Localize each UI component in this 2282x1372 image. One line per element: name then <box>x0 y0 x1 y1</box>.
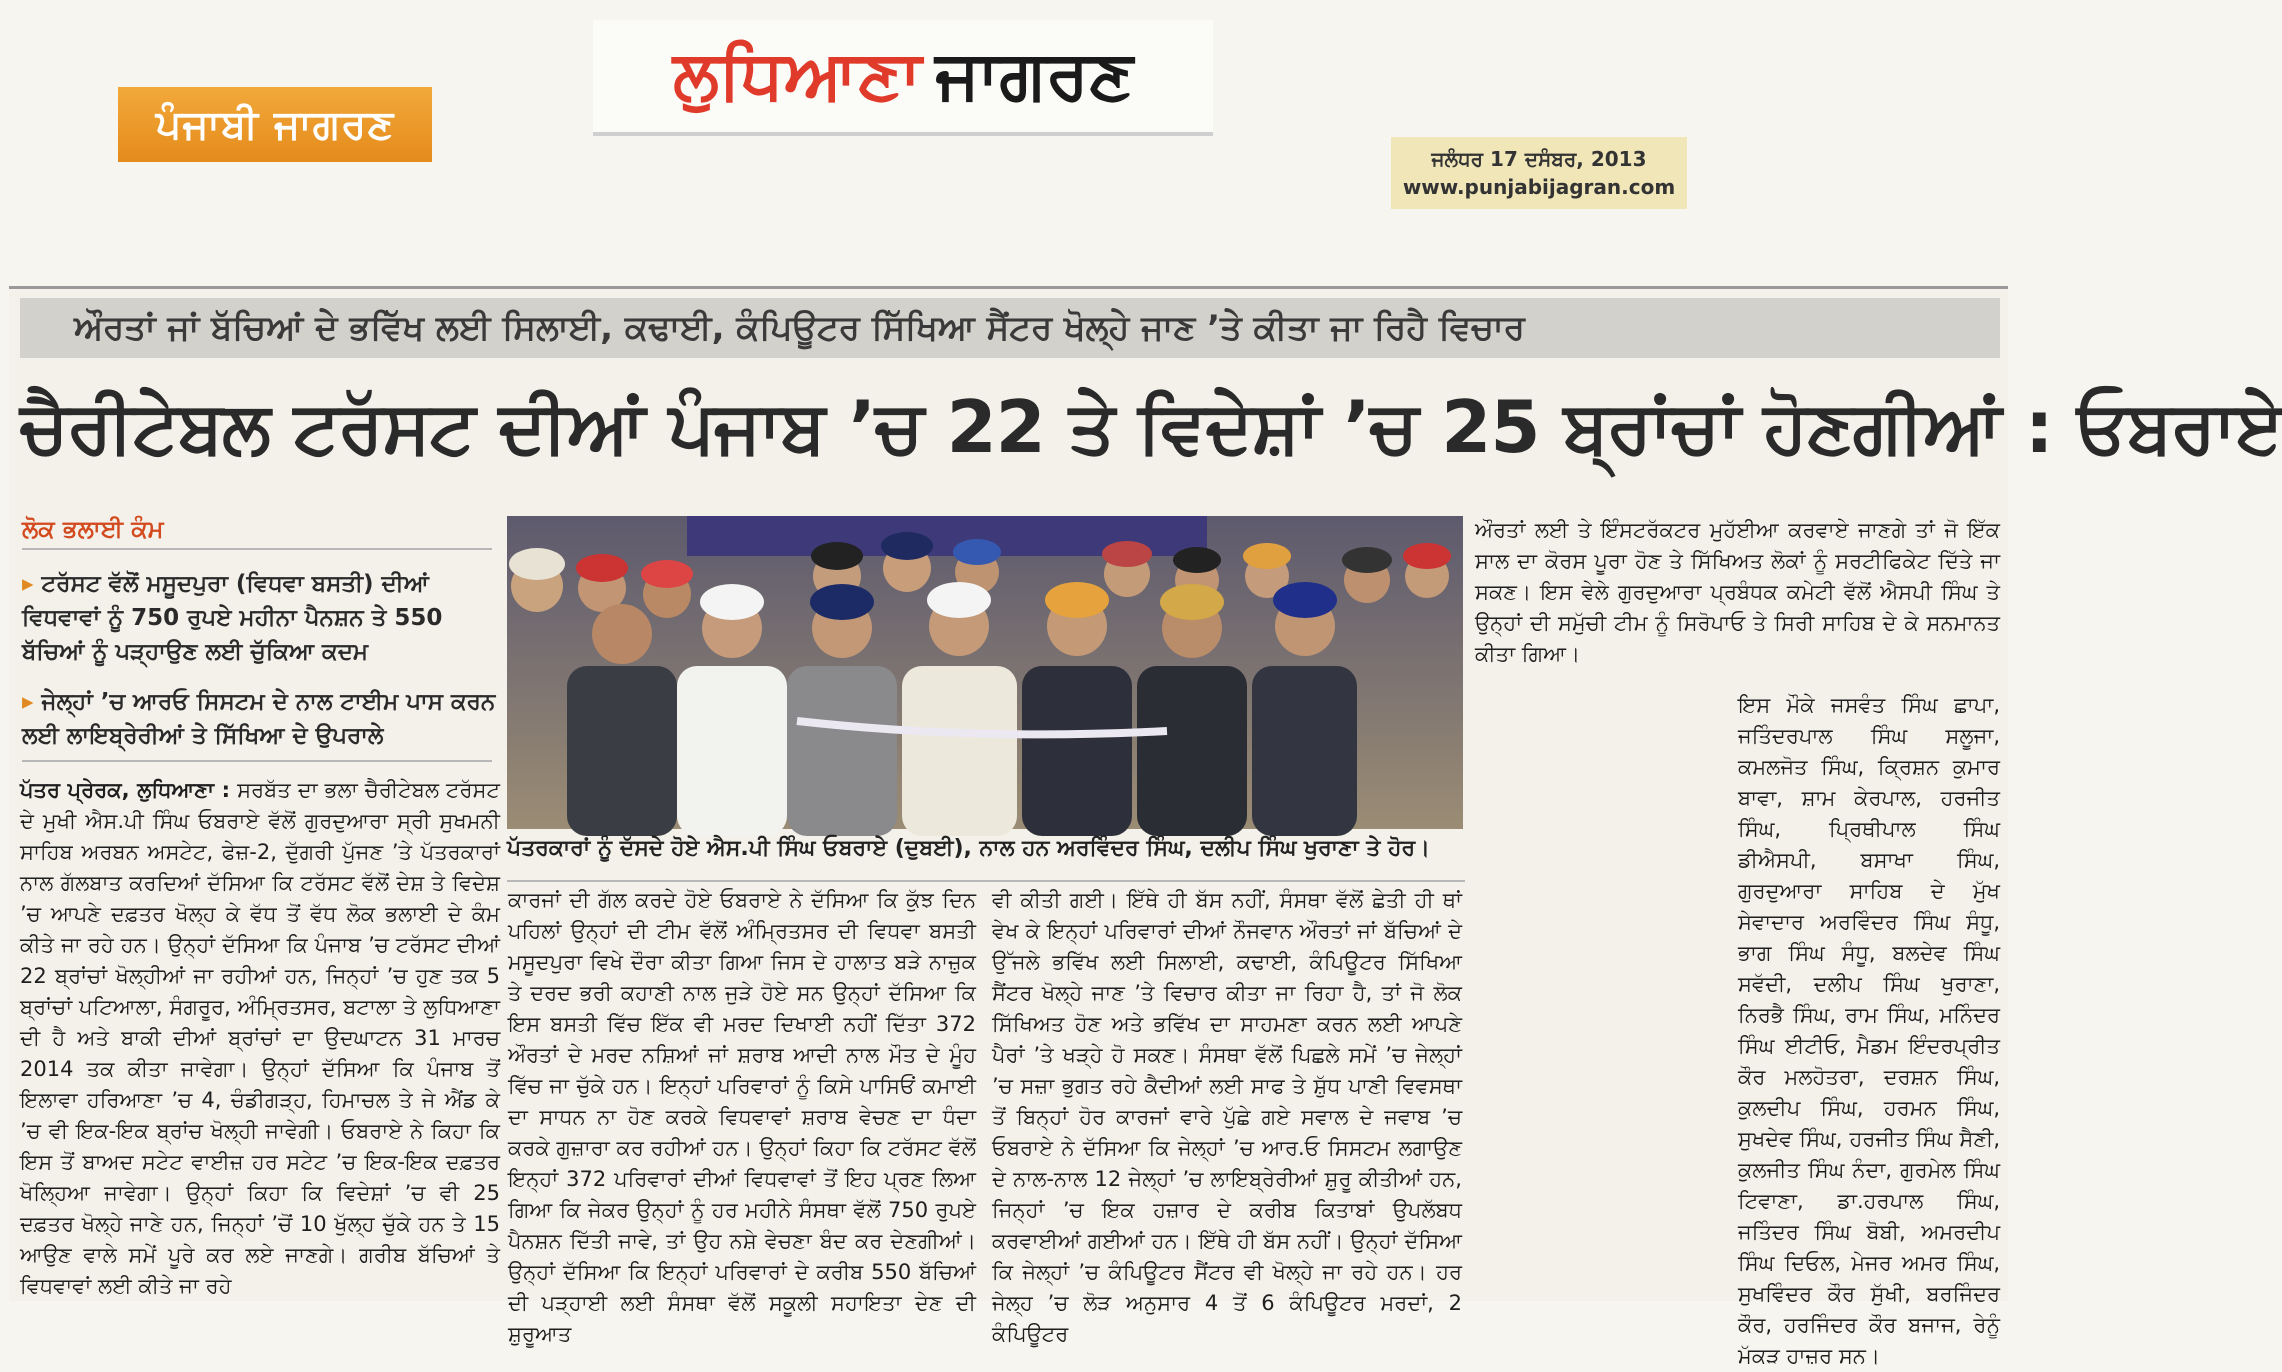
punjabi-jagran-logo <box>118 87 432 162</box>
highlight-bullet <box>22 567 502 669</box>
edition-box <box>1391 137 1687 209</box>
masthead-city: ਲੁਧਿਆਣਾ <box>672 36 922 115</box>
highlight-bullet <box>22 685 502 753</box>
article-headline <box>16 368 2282 488</box>
sidebar-divider <box>22 548 492 550</box>
bullet-text: ਜੇਲ੍ਹਾਂ ’ਚ ਆਰਓ ਸਿਸਟਮ ਦੇ ਨਾਲ ਟਾਈਮ ਪਾਸ ਕਰਨ ਲਈ ਲਾਇਬ੍ਰੇਰੀਆਂ ਤੇ ਸਿੱਖਿਆ ਦੇ ਉਪਰਾਲੇ <box>22 689 496 749</box>
photo-caption: ਪੱਤਰਕਾਰਾਂ ਨੂੰ ਦੱਸਦੇ ਹੋਏ ਐਸ.ਪੀ ਸਿੰਘ ਓਬਰਾਏ (ਦੁਬਈ), ਨਾਲ ਹਨ ਅਰਵਿੰਦਰ ਸਿੰਘ, ਦਲੀਪ ਸਿੰਘ ਖੁਰਾਣਾ ਤੇ ਹੋਰ। <box>507 836 1430 861</box>
bullet-arrow-icon: ▸ <box>22 571 34 597</box>
masthead <box>593 20 1213 136</box>
news-photo <box>507 516 1463 829</box>
column-text: ਕਾਰਜਾਂ ਦੀ ਗੱਲ ਕਰਦੇ ਹੋਏ ਓਬਰਾਏ ਨੇ ਦੱਸਿਆ ਕਿ ਕੁੱਝ ਦਿਨ ਪਹਿਲਾਂ ਉਨ੍ਹਾਂ ਦੀ ਟੀਮ ਵੱਲੋਂ ਅੰਮ੍ਰਿਤਸਰ ਦੀ ਵਿਧਵਾ ਬਸਤੀ ਮਸੂਦਪੁਰਾ ਵਿਖੇ ਦੌਰਾ ਕੀਤਾ ਗਿਆ ਜਿਸ ਦੇ ਹਾਲਾਤ ਬੜੇ ਨਾਜ਼ੁਕ ਤੇ ਦਰਦ ਭਰੀ ਕਹਾਣੀ ਨਾਲ ਜੁੜੇ ਹੋਏ ਸਨ ਉਨ੍ਹਾਂ ਦੱਸਿਆ ਕਿ ਇਸ ਬਸਤੀ ਵਿੱਚ ਇੱਕ ਵੀ ਮਰਦ ਦਿਖਾਈ ਨਹੀਂ ਦਿੱਤਾ 372 ਔਰਤਾਂ ਦੇ ਮਰਦ ਨਸ਼ਿਆਂ ਜਾਂ ਸ਼ਰਾਬ ਆਦੀ ਨਾਲ ਮੌਤ ਦੇ ਮੂੰਹ ਵਿੱਚ ਜਾ ਚੁੱਕੇ ਹਨ। ਇਨ੍ਹਾਂ ਪਰਿਵਾਰਾਂ ਨੂੰ ਕਿਸੇ ਪਾਸਿਓਂ ਕਮਾਈ ਦਾ ਸਾਧਨ ਨਾ ਹੋਣ ਕਰਕੇ ਵਿਧਵਾਵਾਂ ਸ਼ਰਾਬ ਵੇਚਣ ਦਾ ਧੰਦਾ ਕਰਕੇ ਗੁਜ਼ਾਰਾ ਕਰ ਰਹੀਆਂ ਹਨ। ਉਨ੍ਹਾਂ ਕਿਹਾ ਕਿ ਟਰੱਸਟ ਵੱਲੋਂ ਇਨ੍ਹਾਂ 372 ਪਰਿਵਾਰਾਂ ਦੀਆਂ ਵਿਧਵਾਵਾਂ ਤੋਂ ਇਹ ਪ੍ਰਣ ਲਿਆ ਗਿਆ ਕਿ ਜੇਕਰ ਉਨ੍ਹਾਂ ਨੂੰ ਹਰ ਮਹੀਨੇ ਸੰਸਥਾ ਵੱਲੋਂ 750 ਰੁਪਏ ਪੈਨਸ਼ਨ ਦਿੱਤੀ ਜਾਵੇ, ਤਾਂ ਉਹ ਨਸ਼ੇ ਵੇਚਣਾ ਬੰਦ ਕਰ ਦੇਣਗੀਆਂ। ਉਨ੍ਹਾਂ ਦੱਸਿਆ ਕਿ ਇਨ੍ਹਾਂ ਪਰਿਵਾਰਾਂ ਦੇ ਕਰੀਬ 550 ਬੱਚਿਆਂ ਦੀ ਪੜ੍ਹਾਈ ਲਈ ਸੰਸਥਾ ਵੱਲੋਂ ਸਕੂਲੀ ਸਹਾਇਤਾ ਦੇਣ ਦੀ ਸ਼ੁਰੂਆਤ <box>508 888 976 1346</box>
headline-text: ਚੈਰੀਟੇਬਲ ਟਰੱਸਟ ਦੀਆਂ ਪੰਜਾਬ ’ਚ 22 ਤੇ ਵਿਦੇਸ਼ਾਂ ’ਚ 25 ਬ੍ਰਾਂਚਾਂ ਹੋਣਗੀਆਂ : ਓਬਰਾਏ <box>20 385 2282 469</box>
column-text: ਸਰਬੱਤ ਦਾ ਭਲਾ ਚੈਰੀਟੇਬਲ ਟਰੱਸਟ ਦੇ ਮੁਖੀ ਐਸ.ਪੀ ਸਿੰਘ ਓਬਰਾਏ ਵੱਲੋਂ ਗੁਰਦੁਆਰਾ ਸ੍ਰੀ ਸੁਖਮਨੀ ਸਾਹਿਬ ਅਰਬਨ ਅਸਟੇਟ, ਫੇਜ਼-2, ਦੁੱਗਰੀ ਪੁੱਜਣ ’ਤੇ ਪੱਤਰਕਾਰਾਂ ਨਾਲ ਗੱਲਬਾਤ ਕਰਦਿਆਂ ਦੱਸਿਆ ਕਿ ਟਰੱਸਟ ਵੱਲੋਂ ਦੇਸ਼ ਤੇ ਵਿਦੇਸ਼ ’ਚ ਆਪਣੇ ਦਫ਼ਤਰ ਖੋਲ੍ਹ ਕੇ ਵੱਧ ਤੋਂ ਵੱਧ ਲੋਕ ਭਲਾਈ ਦੇ ਕੰਮ ਕੀਤੇ ਜਾ ਰਹੇ ਹਨ। ਉਨ੍ਹਾਂ ਦੱਸਿਆ ਕਿ ਪੰਜਾਬ ’ਚ ਟਰੱਸਟ ਦੀਆਂ 22 ਬ੍ਰਾਂਚਾਂ ਖੋਲ੍ਹੀਆਂ ਜਾ ਰਹੀਆਂ ਹਨ, ਜਿਨ੍ਹਾਂ ’ਚ ਹੁਣ ਤਕ 5 ਬ੍ਰਾਂਚਾਂ ਪਟਿਆਲਾ, ਸੰਗਰੂਰ, ਅੰਮ੍ਰਿਤਸਰ, ਬਟਾਲਾ ਤੇ ਲੁਧਿਆਣਾ ਦੀ ਹੈ ਅਤੇ ਬਾਕੀ ਦੀਆਂ ਬ੍ਰਾਂਚਾਂ ਦਾ ਉਦਘਾਟਨ 31 ਮਾਰਚ 2014 ਤਕ ਕੀਤਾ ਜਾਵੇਗਾ। ਉਨ੍ਹਾਂ ਦੱਸਿਆ ਕਿ ਪੰਜਾਬ ਤੋਂ ਇਲਾਵਾ ਹਰਿਆਣਾ ’ਚ 4, ਚੰਡੀਗੜ੍ਹ, ਹਿਮਾਚਲ ਤੇ ਜੇ ਐਂਡ ਕੇ ’ਚ ਵੀ ਇਕ-ਇਕ ਬ੍ਰਾਂਚ ਖੋਲ੍ਹੀ ਜਾਵੇਗੀ। ਓਬਰਾਏ ਨੇ ਕਿਹਾ ਕਿ ਇਸ ਤੋਂ ਬਾਅਦ ਸਟੇਟ ਵਾਈਜ਼ ਹਰ ਸਟੇਟ ’ਚ ਇਕ-ਇਕ ਦਫ਼ਤਰ ਖੋਲ੍ਹਿਆ ਜਾਵੇਗਾ। ਉਨ੍ਹਾਂ ਕਿਹਾ ਕਿ ਵਿਦੇਸ਼ਾਂ ’ਚ ਵੀ 25 ਦਫ਼ਤਰ ਖੋਲ੍ਹੇ ਜਾਣੇ ਹਨ, ਜਿਨ੍ਹਾਂ ’ਚੋਂ 10 ਖੁੱਲ੍ਹ ਚੁੱਕੇ ਹਨ ਤੇ 15 ਆਉਣ ਵਾਲੇ ਸਮੇਂ ਪੂਰੇ ਕਰ ਲਏ ਜਾਣਗੇ। ਗਰੀਬ ਬੱਚਿਆਂ ਤੇ ਵਿਧਵਾਵਾਂ ਲਈ ਕੀਤੇ ਜਾ ਰਹੇ <box>20 778 500 1298</box>
article-column-1 <box>20 775 500 1298</box>
article-column-2 <box>508 885 976 1346</box>
sidebar-divider <box>22 760 492 762</box>
column-text: ਇਸ ਮੌਕੇ ਜਸਵੰਤ ਸਿੰਘ ਛਾਪਾ, ਜਤਿੰਦਰਪਾਲ ਸਿੰਘ ਸਲੂਜਾ, ਕਮਲਜੋਤ ਸਿੰਘ, ਕ੍ਰਿਸ਼ਨ ਕੁਮਾਰ ਬਾਵਾ, ਸ਼ਾਮ ਕੇਰਪਾਲ, ਹਰਜੀਤ ਸਿੰਘ, ਪ੍ਰਿਥੀਪਾਲ ਸਿੰਘ ਡੀਐਸਪੀ, ਬਸਾਖਾ ਸਿੰਘ, ਗੁਰਦੁਆਰਾ ਸਾਹਿਬ ਦੇ ਮੁੱਖ ਸੇਵਾਦਾਰ ਅਰਵਿੰਦਰ ਸਿੰਘ ਸੰਧੂ, ਭਾਗ ਸਿੰਘ ਸੰਧੂ, ਬਲਦੇਵ ਸਿੰਘ ਸਵੱਦੀ, ਦਲੀਪ ਸਿੰਘ ਖੁਰਾਣਾ, ਨਿਰਭੈ ਸਿੰਘ, ਰਾਮ ਸਿੰਘ, ਮਨਿੰਦਰ ਸਿੰਘ ਈਟੀਓ, ਮੈਡਮ ਇੰਦਰਪ੍ਰੀਤ ਕੌਰ ਮਲਹੋਤਰਾ, ਦਰਸ਼ਨ ਸਿੰਘ, ਕੁਲਦੀਪ ਸਿੰਘ, ਹਰਮਨ ਸਿੰਘ, ਸੁਖਦੇਵ ਸਿੰਘ, ਹਰਜੀਤ ਸਿੰਘ ਸੈਣੀ, ਕੁਲਜੀਤ ਸਿੰਘ ਨੰਦਾ, ਗੁਰਮੇਲ ਸਿੰਘ ਟਿਵਾਣਾ, ਡਾ.ਹਰਪਾਲ ਸਿੰਘ, ਜਤਿੰਦਰ ਸਿੰਘ ਬੋਬੀ, ਅਮਰਦੀਪ ਸਿੰਘ ਦਿਓਲ, ਮੇਜਰ ਅਮਰ ਸਿੰਘ, ਸੁਖਵਿੰਦਰ ਕੌਰ ਸੁੱਖੀ, ਬਰਜਿੰਦਰ ਕੌਰ, ਹਰਜਿੰਦਰ ਕੌਰ ਬਜਾਜ, ਰੇਨੂੰ ਮੱਕੜ ਹਾਜ਼ਰ ਸਨ। <box>1738 693 2000 1368</box>
edition-url: www.punjabijagran.com <box>1402 175 1676 199</box>
article-column-3 <box>992 885 1462 1346</box>
column-text: ਔਰਤਾਂ ਲਈ ਤੇ ਇੰਸਟਰੱਕਟਰ ਮੁਹੱਈਆ ਕਰਵਾਏ ਜਾਣਗੇ ਤਾਂ ਜੋ ਇੱਕ ਸਾਲ ਦਾ ਕੋਰਸ ਪੂਰਾ ਹੋਣ ਤੇ ਸਿੱਖਿਅਤ ਲੋਕਾਂ ਨੂੰ ਸਰਟੀਫਿਕੇਟ ਦਿੱਤੇ ਜਾ ਸਕਣ। ਇਸ ਵੇਲੇ ਗੁਰਦੁਆਰਾ ਪ੍ਰਬੰਧਕ ਕਮੇਟੀ ਵੱਲੋਂ ਐਸਪੀ ਸਿੰਘ ਤੇ ਉਨ੍ਹਾਂ ਦੀ ਸਮੁੱਚੀ ਟੀਮ ਨੂੰ ਸਿਰੋਪਾਓ ਤੇ ਸਿਰੀ ਸਾਹਿਬ ਦੇ ਕੇ ਸਨਮਾਨਤ ਕੀਤਾ ਗਿਆ। <box>1475 518 2000 666</box>
article-kicker <box>20 298 2000 358</box>
column-text: ਵੀ ਕੀਤੀ ਗਈ। ਇੱਥੇ ਹੀ ਬੱਸ ਨਹੀਂ, ਸੰਸਥਾ ਵੱਲੋਂ ਛੇਤੀ ਹੀ ਥਾਂ ਵੇਖ ਕੇ ਇਨ੍ਹਾਂ ਪਰਿਵਾਰਾਂ ਦੀਆਂ ਨੌਜਵਾਨ ਔਰਤਾਂ ਜਾਂ ਬੱਚਿਆਂ ਦੇ ਉੱਜਲੇ ਭਵਿੱਖ ਲਈ ਸਿਲਾਈ, ਕਢਾਈ, ਕੰਪਿਊਟਰ ਸਿੱਖਿਆ ਸੈਂਟਰ ਖੋਲ੍ਹੇ ਜਾਣ ’ਤੇ ਵਿਚਾਰ ਕੀਤਾ ਜਾ ਰਿਹਾ ਹੈ, ਤਾਂ ਜੋ ਲੋਕ ਸਿੱਖਿਅਤ ਹੋਣ ਅਤੇ ਭਵਿੱਖ ਦਾ ਸਾਹਮਣਾ ਕਰਨ ਲਈ ਆਪਣੇ ਪੈਰਾਂ ’ਤੇ ਖੜ੍ਹੇ ਹੋ ਸਕਣ। ਸੰਸਥਾ ਵੱਲੋਂ ਪਿਛਲੇ ਸਮੇਂ ’ਚ ਜੇਲ੍ਹਾਂ ’ਚ ਸਜ਼ਾ ਭੁਗਤ ਰਹੇ ਕੈਦੀਆਂ ਲਈ ਸਾਫ ਤੇ ਸ਼ੁੱਧ ਪਾਣੀ ਵਿਵਸਥਾ ਤੋਂ ਬਿਨ੍ਹਾਂ ਹੋਰ ਕਾਰਜਾਂ ਵਾਰੇ ਪੁੱਛੇ ਗਏ ਸਵਾਲ ਦੇ ਜਵਾਬ ’ਚ ਓਬਰਾਏ ਨੇ ਦੱਸਿਆ ਕਿ ਜੇਲ੍ਹਾਂ ’ਚ ਆਰ.ਓ ਸਿਸਟਮ ਲਗਾਉਣ ਦੇ ਨਾਲ-ਨਾਲ 12 ਜੇਲ੍ਹਾਂ ’ਚ ਲਾਇਬ੍ਰੇਰੀਆਂ ਸ਼ੁਰੂ ਕੀਤੀਆਂ ਹਨ, ਜਿਨ੍ਹਾਂ ’ਚ ਇਕ ਹਜ਼ਾਰ ਦੇ ਕਰੀਬ ਕਿਤਾਬਾਂ ਉਪਲੱਬਧ ਕਰਵਾਈਆਂ ਗਈਆਂ ਹਨ। ਇੱਥੇ ਹੀ ਬੱਸ ਨਹੀਂ। ਉਨ੍ਹਾਂ ਦੱਸਿਆ ਕਿ ਜੇਲ੍ਹਾਂ ’ਚ ਕੰਪਿਊਟਰ ਸੈਂਟਰ ਵੀ ਖੋਲ੍ਹੇ ਜਾ ਰਹੇ ਹਨ। ਹਰ ਜੇਲ੍ਹ ’ਚ ਲੋੜ ਅਨੁਸਾਰ 4 ਤੋਂ 6 ਕੰਪਿਊਟਰ ਮਰਦਾਂ, 2 ਕੰਪਿਊਟਰ <box>992 888 1462 1346</box>
caption-divider <box>507 880 1465 882</box>
ribbon-cutting-photo <box>507 516 1463 829</box>
byline: ਪੱਤਰ ਪ੍ਰੇਰਕ, ਲੁਧਿਆਣਾ : <box>20 778 231 802</box>
bullet-arrow-icon: ▸ <box>22 689 34 715</box>
edition-date: ਜਲੰਧਰ 17 ਦਸੰਬਰ, 2013 <box>1431 147 1647 171</box>
article-column-4 <box>1475 515 2000 705</box>
attendees-column <box>1738 690 2000 1368</box>
logo-text: ਪੰਜਾਬੀ ਜਾਗਰਣ <box>155 101 395 148</box>
masthead-jagran: ਜਾਗਰਣ <box>935 36 1133 115</box>
section-label: ਲੋਕ ਭਲਾਈ ਕੰਮ <box>22 515 164 543</box>
bullet-text: ਟਰੱਸਟ ਵੱਲੋਂ ਮਸੂਦਪੁਰਾ (ਵਿਧਵਾ ਬਸਤੀ) ਦੀਆਂ ਵਿਧਵਾਵਾਂ ਨੂੰ 750 ਰੁਪਏ ਮਹੀਨਾ ਪੈਨਸ਼ਨ ਤੇ 550 ਬੱਚਿਆਂ ਨੂੰ ਪੜ੍ਹਾਉਣ ਲਈ ਚੁੱਕਿਆ ਕਦਮ <box>22 571 443 665</box>
kicker-text: ਔਰਤਾਂ ਜਾਂ ਬੱਚਿਆਂ ਦੇ ਭਵਿੱਖ ਲਈ ਸਿਲਾਈ, ਕਢਾਈ, ਕੰਪਿਊਟਰ ਸਿੱਖਿਆ ਸੈਂਟਰ ਖੋਲ੍ਹੇ ਜਾਣ ’ਤੇ ਕੀਤਾ ਜਾ ਰਿਹੈ ਵਿਚਾਰ <box>74 308 1525 348</box>
